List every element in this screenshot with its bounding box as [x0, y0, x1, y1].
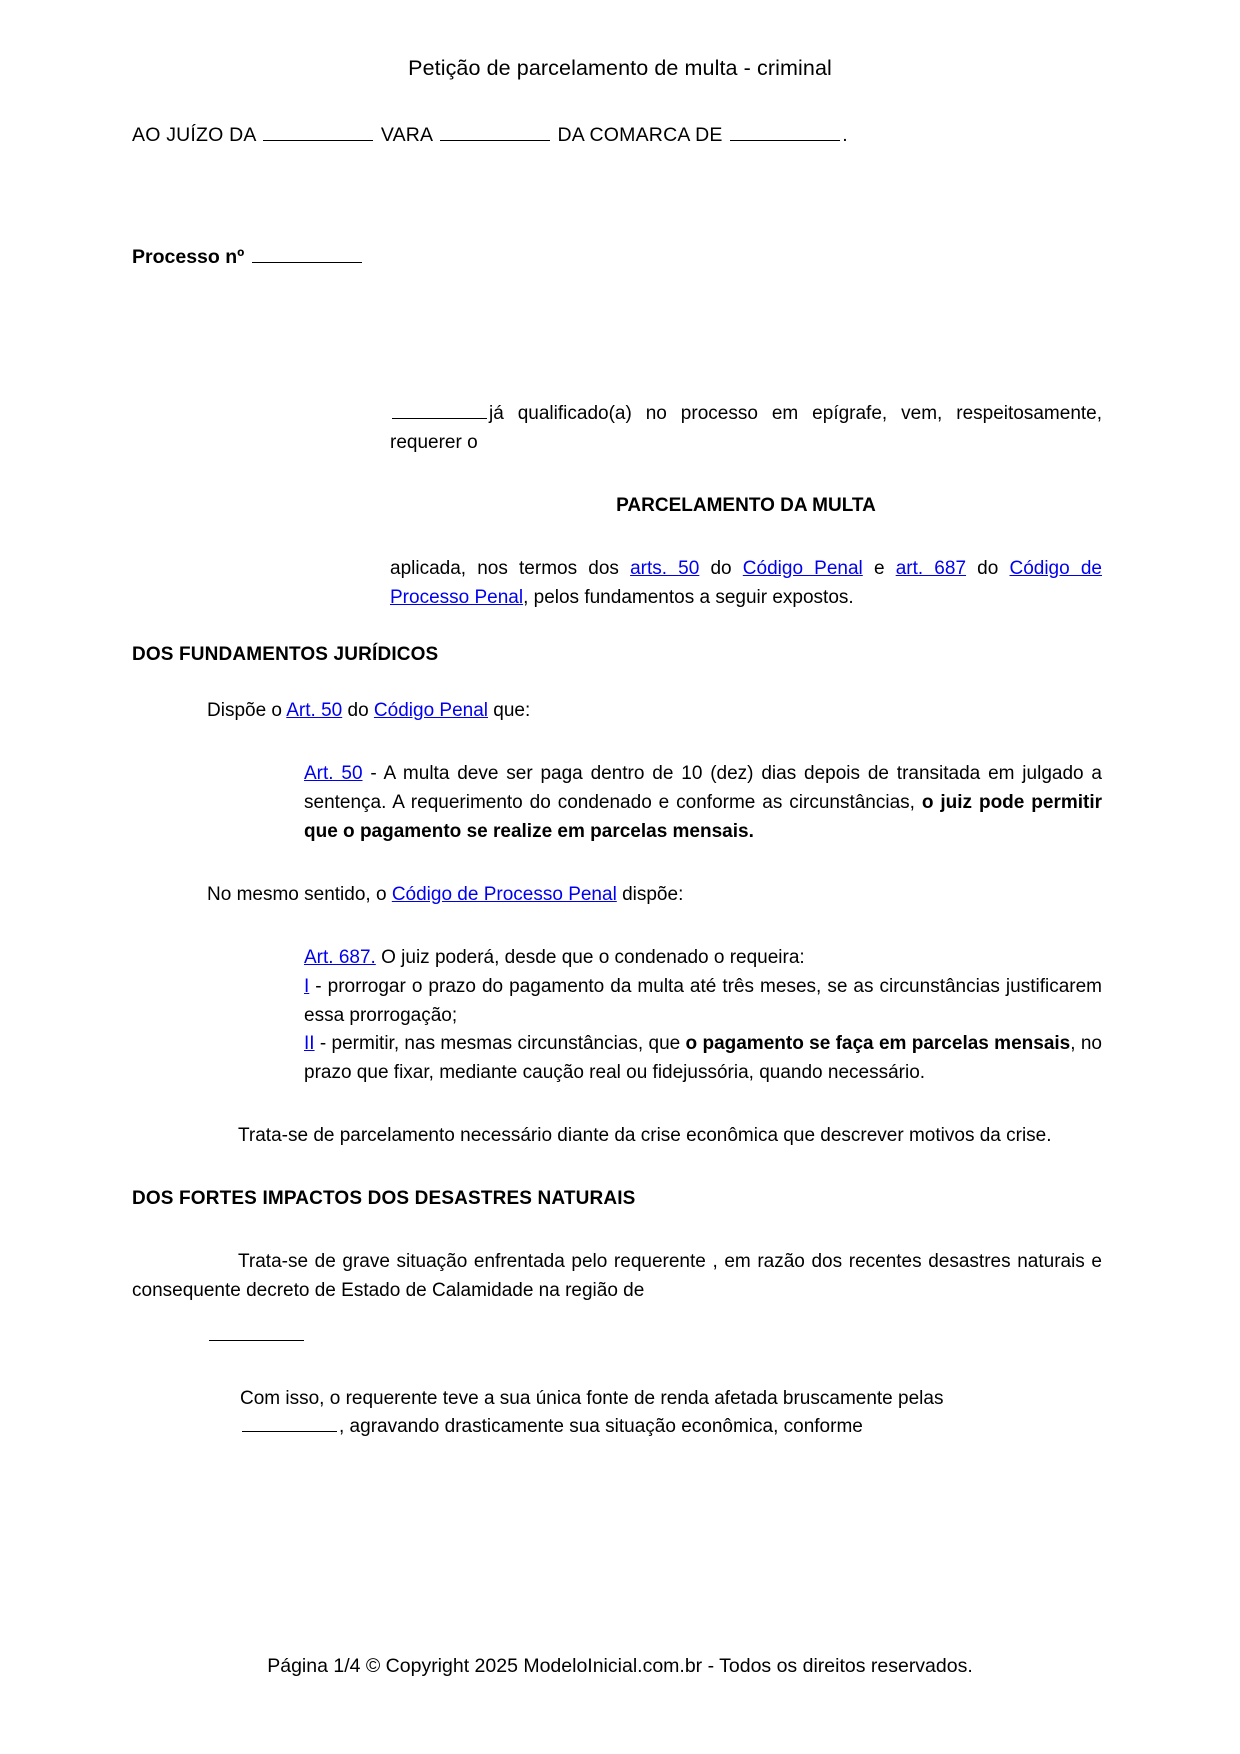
spacer — [132, 1088, 1102, 1122]
link-codigo-penal-2[interactable]: Código Penal — [373, 700, 489, 722]
spacer — [132, 613, 1102, 641]
addressing-mid-1: VARA — [380, 123, 433, 146]
section-heading-fundamentos: DOS FUNDAMENTOS JURÍDICOS — [132, 643, 439, 665]
document-header — [0, 0, 1240, 83]
spacer — [132, 847, 1102, 881]
intro-paragraph — [390, 400, 1102, 458]
page-title: Petição de parcelamento de multa - criminal — [408, 56, 832, 80]
desastres-region-blank-line — [207, 1322, 1102, 1351]
cpp-intro-after: dispõe: — [616, 883, 684, 905]
quote-art687-lead — [304, 944, 1102, 973]
quote-art687-item-1 — [304, 973, 1102, 1031]
link-codigo-processo-penal-2[interactable]: Código de Processo Penal — [391, 883, 617, 905]
desastres-cause-blank[interactable] — [242, 1415, 337, 1432]
addressing-blank-vara[interactable] — [263, 123, 373, 141]
spacer — [132, 910, 1102, 944]
link-codigo-processo-penal[interactable]: Código de Processo Penal — [390, 557, 1102, 608]
quote-art687-lead-text: O juiz poderá, desde que o condenado o requeira: — [375, 946, 805, 968]
section-heading-desastres: DOS FORTES IMPACTOS DOS DESASTRES NATURAIS — [132, 1188, 636, 1210]
quote-art687-item-2-bold: o pagamento se faça em parcelas mensais — [685, 1033, 1071, 1055]
intro-block — [390, 400, 1102, 612]
spacer — [132, 352, 1102, 400]
spacer — [132, 726, 1102, 760]
quote-art50-bold: o juiz pode permitir que o pagamento se realize em parcelas mensais. — [304, 792, 1103, 843]
fundamentos-intro-after: que: — [488, 700, 531, 722]
request-part-1: aplicada, nos termos dos — [390, 557, 631, 579]
process-number-blank[interactable] — [252, 245, 362, 263]
request-part-5: , pelos fundamentos a seguir expostos. — [523, 586, 854, 608]
quote-art687-item-1-text: - prorrogar o prazo do pagamento da multa até três meses, se as circunstâncias justificarem essa prorrogação; — [304, 975, 1102, 1026]
quote-art687-item-2-after: , no prazo que fixar, mediante caução real ou fidejussória, quando necessário. — [304, 1033, 1102, 1084]
fundamentos-intro-paragraph — [207, 697, 1102, 726]
link-arts-50[interactable]: arts. 50 — [630, 557, 700, 579]
request-part-3: e — [862, 557, 896, 579]
link-art-687-quote[interactable]: Art. 687. — [304, 946, 376, 968]
request-heading: PARCELAMENTO DA MULTA — [616, 494, 876, 516]
desastres-paragraph-2-line2 — [240, 1413, 1102, 1442]
spacer — [132, 1151, 1102, 1185]
desastres-paragraph-2-after: , agravando drasticamente sua situação econômica, conforme — [339, 1416, 863, 1438]
request-part-2: do — [699, 557, 743, 579]
addressing-line — [132, 121, 1102, 151]
addressing-suffix: . — [842, 123, 848, 146]
spacer — [132, 1351, 1102, 1385]
process-number-label: Processo nº — [132, 245, 245, 268]
desastres-paragraph-2-block — [240, 1385, 1102, 1443]
request-body-paragraph — [390, 555, 1102, 613]
quote-art50-text: - A multa deve ser paga dentro de 10 (dez) dias depois de transitada em julgado a sentença. A requerimento do condenado e conforme as circunstâncias, — [304, 763, 1102, 814]
process-number-line — [132, 243, 1102, 273]
desastres-paragraph-1: Trata-se de grave situação enfrentada pelo requerente , em razão dos recentes desastres naturais e consequente decreto de Estado de Calamidade na região de — [132, 1250, 1102, 1301]
page-footer — [0, 1655, 1240, 1678]
cpp-intro-paragraph — [207, 881, 1102, 910]
quote-art50-block — [304, 760, 1102, 847]
intro-party-blank[interactable] — [392, 402, 487, 419]
spacer — [132, 1214, 1102, 1248]
quote-art687-block — [304, 944, 1102, 1088]
addressing-blank-local[interactable] — [730, 123, 840, 141]
footer-text: Página 1/4 © Copyright 2025 ModeloInicial.com.br - Todos os direitos reservados. — [267, 1655, 973, 1677]
link-art-50[interactable]: Art. 50 — [286, 700, 343, 722]
desastres-region-blank[interactable] — [209, 1324, 304, 1341]
quote-art687-item-2 — [304, 1030, 1102, 1088]
spacer — [390, 458, 1102, 492]
addressing-blank-comarca[interactable] — [440, 123, 550, 141]
request-part-4: do — [966, 557, 1010, 579]
spacer — [390, 521, 1102, 555]
intro-text-line1: já qualificado(a) no processo em epígrafe, vem, — [489, 403, 943, 425]
spacer — [132, 669, 1102, 697]
paragraph-crise: Trata-se de parcelamento necessário diante da crise econômica que descrever motivos da crise. — [238, 1125, 1052, 1147]
link-art-687[interactable]: art. 687 — [895, 557, 967, 579]
desastres-paragraph-2-line1: Com isso, o requerente teve a sua única fonte de renda afetada bruscamente pelas — [240, 1387, 944, 1409]
fundamentos-intro-before: Dispõe o — [207, 700, 287, 722]
link-inciso-ii[interactable]: II — [304, 1033, 315, 1055]
intro-text-line2: respeitosamente, requerer o — [390, 403, 1103, 454]
quote-art50-paragraph — [304, 760, 1102, 847]
link-codigo-penal[interactable]: Código Penal — [742, 557, 863, 579]
spacer — [132, 272, 1102, 352]
document-body — [0, 121, 1240, 1442]
addressing-mid-2: DA COMARCA DE — [557, 123, 723, 146]
link-art-50-quote[interactable]: Art. 50 — [304, 763, 363, 785]
quote-art687-item-2-before: - permitir, nas mesmas circunstâncias, que — [314, 1033, 686, 1055]
spacer — [132, 1306, 1102, 1322]
addressing-prefix: AO JUÍZO DA — [132, 123, 256, 146]
cpp-intro-before: No mesmo sentido, o — [207, 883, 392, 905]
link-inciso-i[interactable]: I — [304, 975, 310, 997]
fundamentos-intro-mid: do — [342, 700, 374, 722]
